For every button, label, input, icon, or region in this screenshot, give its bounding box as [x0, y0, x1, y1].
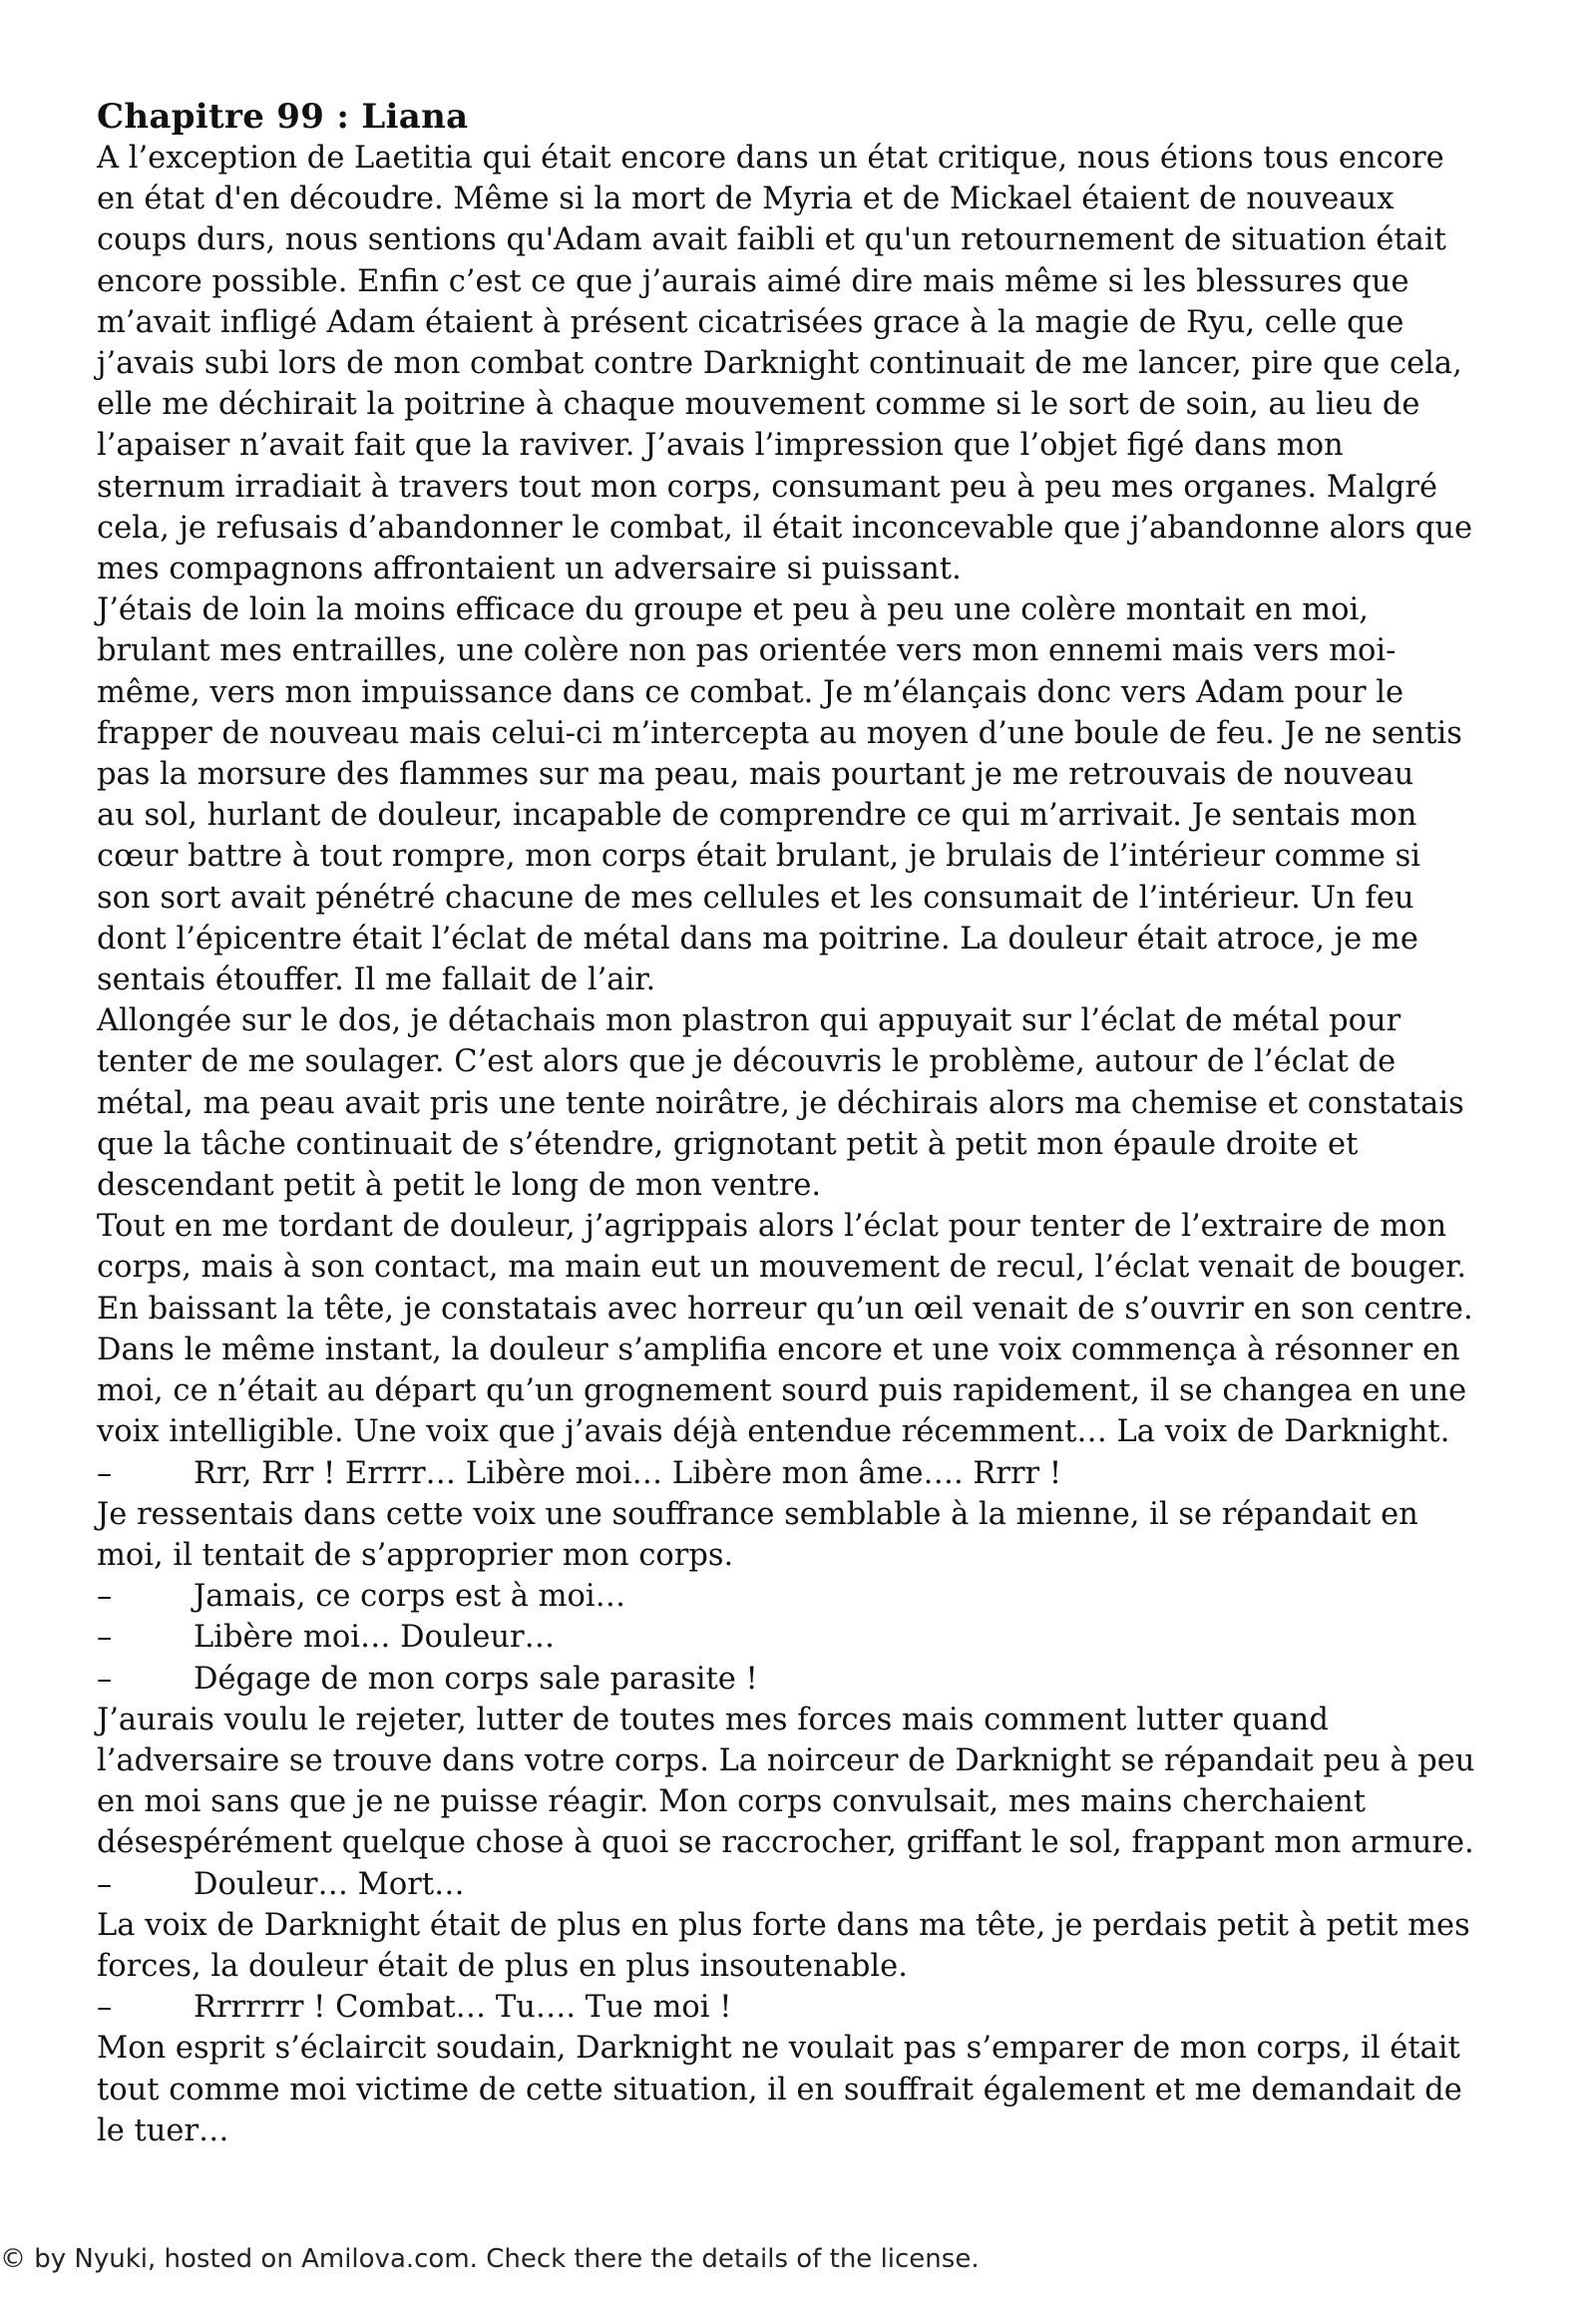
dialogue-line	[97, 1576, 1523, 1617]
document-page	[97, 96, 1523, 2151]
text-line: frapper de nouveau mais celui-ci m’intercepta au moyen d’une boule de feu. Je ne sentis	[97, 715, 1462, 751]
text-line: La voix de Darknight était de plus en plus forte dans ma tête, je perdais petit à petit mes	[97, 1907, 1470, 1943]
text-line: moi, il tentait de s’approprier mon corps.	[97, 1537, 734, 1573]
paragraph	[97, 1206, 1523, 1452]
text-line: pas la morsure des flammes sur ma peau, mais pourtant je me retrouvais de nouveau	[97, 757, 1414, 793]
dialogue-line	[97, 1864, 1523, 1905]
text-line: tout comme moi victime de cette situation, il en souffrait également et me demandait de	[97, 2072, 1462, 2107]
dialogue-dash: –	[97, 1990, 113, 2026]
dialogue-text: Douleur… Mort…	[194, 1866, 465, 1902]
text-line: sentais étouffer. Il me fallait de l’air.	[97, 962, 656, 998]
license-footer: © by Nyuki, hosted on Amilova.com. Check there the details of the license.	[0, 2244, 980, 2274]
dialogue-line	[97, 1659, 1523, 1700]
text-line: Dans le même instant, la douleur s’amplifia encore et une voix commença à résonner en	[97, 1332, 1460, 1367]
text-line: cela, je refusais d’abandonner le combat, il était inconcevable que j’abandonne alors que	[97, 510, 1473, 546]
chapter-title: Chapitre 99 : Liana	[97, 97, 469, 137]
text-line: que la tâche continuait de s’étendre, grignotant petit à petit mon épaule droite et	[97, 1126, 1359, 1162]
text-line: encore possible. Enfin c’est ce que j’aurais aimé dire mais même si les blessures que	[97, 263, 1409, 299]
text-line: désespérément quelque chose à quoi se raccrocher, griffant le sol, frappant mon armure.	[97, 1825, 1474, 1861]
text-line: brulant mes entrailles, une colère non pas orientée vers mon ennemi mais vers moi-	[97, 633, 1396, 669]
text-line: l’adversaire se trouve dans votre corps. La noirceur de Darknight se répandait peu à peu	[97, 1742, 1475, 1778]
text-line: Tout en me tordant de douleur, j’agrippais alors l’éclat pour tenter de l’extraire de mon	[97, 1209, 1447, 1245]
dialogue-line	[97, 1617, 1523, 1658]
text-line: descendant petit à petit le long de mon ventre.	[97, 1168, 822, 1204]
paragraph	[97, 1700, 1523, 1864]
document-body	[97, 138, 1523, 2151]
text-line: coups durs, nous sentions qu'Adam avait faibli et qu'un retournement de situation était	[97, 222, 1446, 258]
dialogue-dash: –	[97, 1455, 113, 1491]
text-line: A l’exception de Laetitia qui était encore dans un état critique, nous étions tous encore	[97, 141, 1444, 176]
dialogue-dash: –	[97, 1620, 113, 1656]
text-line: moi, ce n’était au départ qu’un grognement sourd puis rapidement, il se changea en une	[97, 1373, 1467, 1409]
text-line: en moi sans que je ne puisse réagir. Mon corps convulsait, mes mains cherchaient	[97, 1784, 1367, 1820]
text-line: au sol, hurlant de douleur, incapable de comprendre ce qui m’arrivait. Je sentais mon	[97, 798, 1417, 834]
dialogue-dash: –	[97, 1866, 113, 1902]
dialogue-text: Libère moi… Douleur…	[194, 1620, 556, 1656]
text-line: En baissant la tête, je constatais avec horreur qu’un œil venait de s’ouvrir en son centre.	[97, 1291, 1473, 1327]
text-line: forces, la douleur était de plus en plus insoutenable.	[97, 1948, 908, 1984]
text-line: Mon esprit s’éclaircit soudain, Darknight ne voulait pas s’emparer de mon corps, il était	[97, 2031, 1460, 2067]
text-line: J’étais de loin la moins efficace du groupe et peu à peu une colère montait en moi,	[97, 592, 1369, 628]
text-line: Allongée sur le dos, je détachais mon plastron qui appuyait sur l’éclat de métal pour	[97, 1003, 1401, 1039]
text-line: son sort avait pénétré chacune de mes cellules et les consumait de l’intérieur. Un feu	[97, 880, 1414, 916]
dialogue-dash: –	[97, 1579, 113, 1615]
paragraph	[97, 1905, 1523, 1987]
text-line: dont l’épicentre était l’éclat de métal dans ma poitrine. La douleur était atroce, je me	[97, 921, 1418, 957]
dialogue-line	[97, 1987, 1523, 2028]
dialogue-dash: –	[97, 1661, 113, 1697]
text-line: métal, ma peau avait pris une tente noirâtre, je déchirais alors ma chemise et constatais	[97, 1085, 1464, 1121]
text-line: j’avais subi lors de mon combat contre Darknight continuait de me lancer, pire que cela,	[97, 346, 1462, 382]
dialogue-text: Dégage de mon corps sale parasite !	[194, 1661, 758, 1697]
text-line: le tuer…	[97, 2112, 229, 2148]
text-line: J’aurais voulu le rejeter, lutter de toutes mes forces mais comment lutter quand	[97, 1702, 1329, 1737]
text-line: l’apaiser n’avait fait que la raviver. J’avais l’impression que l’objet figé dans mon	[97, 428, 1344, 464]
text-line: en état d'en découdre. Même si la mort de Myria et de Mickael étaient de nouveaux	[97, 182, 1395, 217]
text-line: corps, mais à son contact, ma main eut un mouvement de recul, l’éclat venait de bouger.	[97, 1250, 1467, 1286]
dialogue-line	[97, 1453, 1523, 1494]
text-line: Je ressentais dans cette voix une souffrance semblable à la mienne, il se répandait en	[97, 1496, 1418, 1532]
paragraph	[97, 138, 1523, 589]
paragraph	[97, 1000, 1523, 1206]
text-line: mes compagnons affrontaient un adversaire si puissant.	[97, 552, 962, 587]
dialogue-text: Rrrrrrr ! Combat… Tu…. Tue moi !	[194, 1990, 732, 2026]
dialogue-text: Rrr, Rrr ! Errrr… Libère moi… Libère mon âme…. Rrrr !	[194, 1455, 1062, 1491]
paragraph	[97, 2028, 1523, 2151]
text-line: m’avait infligé Adam étaient à présent cicatrisées grace à la magie de Ryu, celle que	[97, 304, 1404, 340]
paragraph	[97, 589, 1523, 1000]
dialogue-text: Jamais, ce corps est à moi…	[194, 1579, 626, 1615]
text-line: sternum irradiait à travers tout mon corps, consumant peu à peu mes organes. Malgré	[97, 469, 1438, 505]
text-line: tenter de me soulager. C’est alors que je découvris le problème, autour de l’éclat de	[97, 1044, 1396, 1080]
text-line: elle me déchirait la poitrine à chaque mouvement comme si le sort de soin, au lieu de	[97, 387, 1420, 423]
paragraph	[97, 1494, 1523, 1576]
text-line: même, vers mon impuissance dans ce combat. Je m’élançais donc vers Adam pour le	[97, 674, 1404, 710]
text-line: voix intelligible. Une voix que j’avais déjà entendue récemment… La voix de Darknight.	[97, 1414, 1450, 1450]
text-line: cœur battre à tout rompre, mon corps était brulant, je brulais de l’intérieur comme si	[97, 839, 1421, 875]
